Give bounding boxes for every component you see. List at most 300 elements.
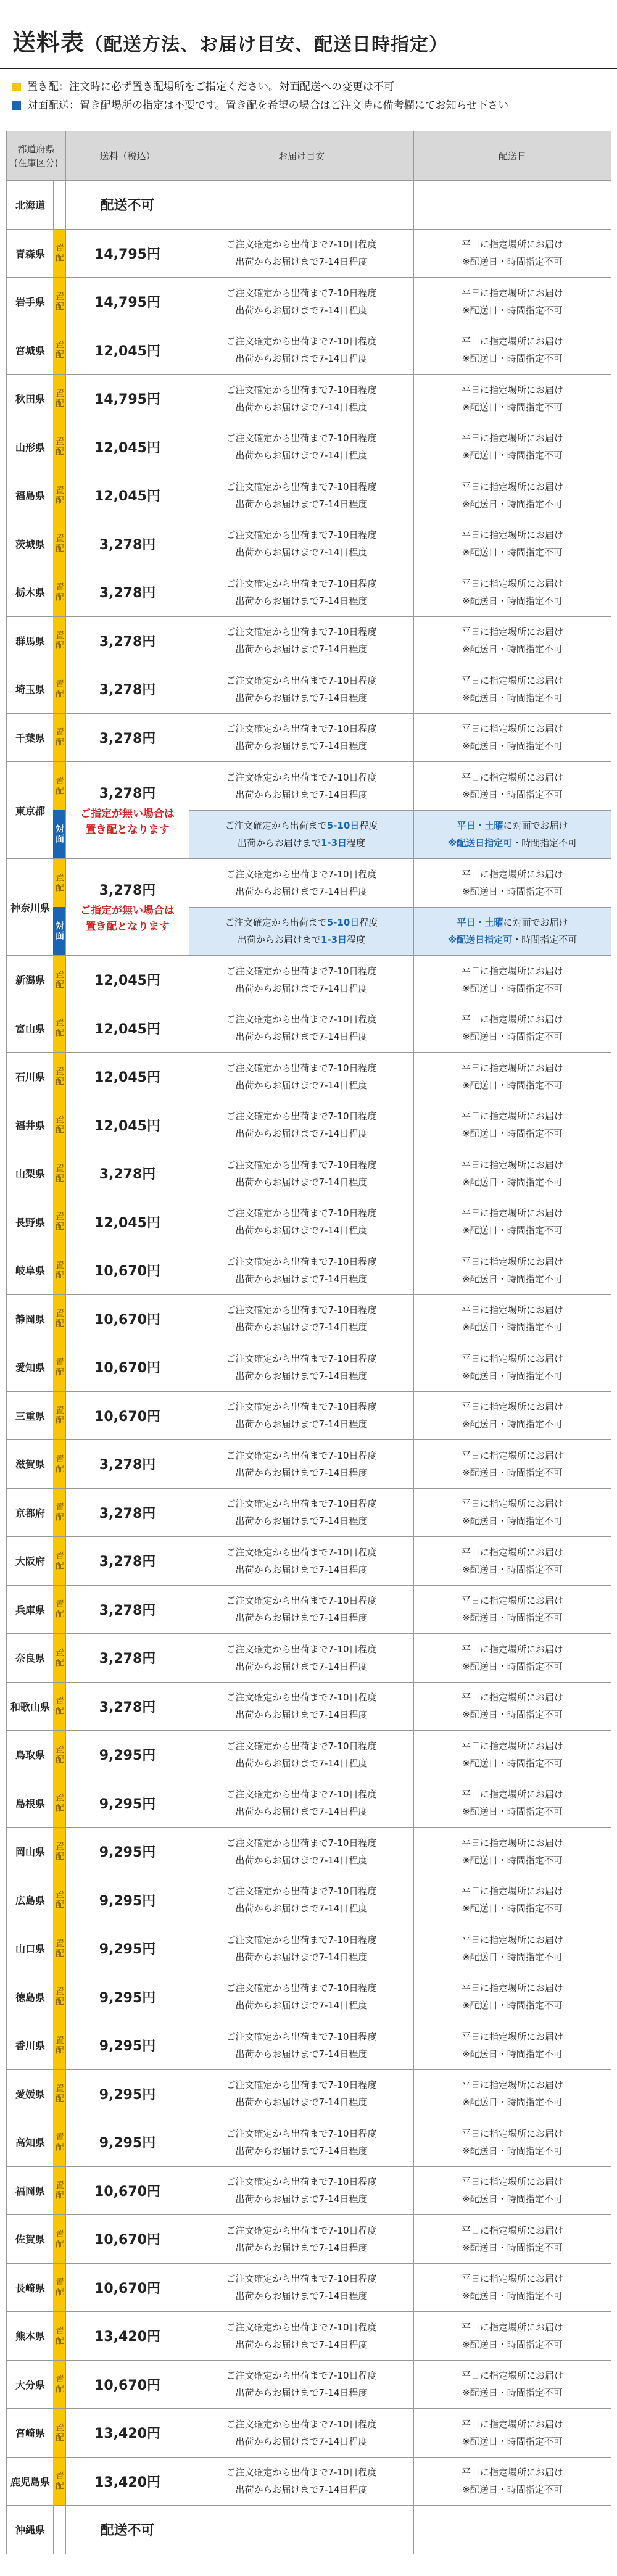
estimate-cell	[189, 520, 414, 568]
header-estimate: お届け目安	[189, 131, 414, 181]
delivery-date-line: ※配送日・時間指定不可	[462, 1418, 563, 1430]
shipping-fee-cell	[66, 1779, 189, 1828]
shipping-fee-value: 3,278円	[99, 731, 156, 747]
delivery-date-cell	[414, 2312, 611, 2361]
prefecture-cell	[7, 2215, 66, 2264]
delivery-date-line: ※配送日・時間指定不可	[462, 2338, 563, 2350]
prefecture-cell	[7, 2263, 66, 2312]
delivery-date-line: 平日に指定場所にお届け	[461, 965, 563, 977]
delivery-date-line: 平日に指定場所にお届け	[461, 2273, 563, 2285]
estimate-cell	[189, 471, 414, 520]
prefecture-cell	[7, 1973, 66, 2021]
shipping-fee-cell	[66, 2506, 189, 2554]
estimate-line: ご注文確定から出荷まで7-10日程度	[226, 965, 377, 977]
oki-badge: 置配	[53, 375, 65, 423]
prefecture-cell	[7, 1488, 66, 1537]
oki-badge: 置配	[53, 2215, 65, 2263]
table-row	[7, 2360, 611, 2409]
shipping-fee-value: 10,670円	[94, 1360, 160, 1377]
estimate-cell	[189, 1731, 414, 1779]
table-row	[7, 665, 611, 714]
delivery-type-badges	[53, 2506, 65, 2554]
delivery-date-line: 平日に指定場所にお届け	[461, 2079, 563, 2091]
delivery-date-cell	[414, 1876, 611, 1924]
taimen-badge: 対面	[53, 907, 65, 955]
shipping-fee-value: 3,278円	[99, 537, 156, 553]
oki-badge: 置配	[53, 471, 65, 520]
delivery-date-line: ※配送日・時間指定不可	[462, 1806, 563, 1818]
table-row	[7, 1682, 611, 1731]
estimate-cell	[189, 2263, 414, 2312]
delivery-date-line: 平日に指定場所にお届け	[461, 674, 563, 686]
estimate-line: 出荷からお届けまで7-14日程度	[235, 1854, 368, 1866]
estimate-line: ご注文確定から出荷まで7-10日程度	[226, 1014, 377, 1025]
delivery-date-line: 平日に指定場所にお届け	[461, 384, 563, 396]
delivery-date-line: ※配送日・時間指定不可	[462, 740, 563, 752]
delivery-date-line: ※配送日・時間指定不可	[462, 1757, 563, 1769]
delivery-date-line: 平日に指定場所にお届け	[461, 1595, 563, 1607]
estimate-line: 出荷からお届けまで7-14日程度	[235, 2242, 368, 2253]
estimate-cell	[189, 1876, 414, 1924]
table-row	[7, 1149, 611, 1198]
delivery-type-badges	[53, 2118, 65, 2166]
delivery-type-badges	[53, 1392, 65, 1440]
delivery-date-cell	[414, 2360, 611, 2409]
delivery-type-badges	[53, 2409, 65, 2457]
estimate-line: ご注文確定から出荷まで7-10日程度	[226, 1207, 377, 1219]
estimate-line: ご注文確定から出荷まで7-10日程度	[226, 2224, 377, 2236]
estimate-line: 出荷からお届けまで7-14日程度	[235, 595, 368, 607]
estimate-line: 出荷からお届けまで7-14日程度	[235, 1563, 368, 1575]
delivery-type-badges	[53, 423, 65, 471]
legend-note-oki	[12, 78, 605, 96]
table-row	[7, 2166, 611, 2215]
estimate-cell	[189, 326, 414, 375]
delivery-type-badges	[53, 714, 65, 762]
table-row	[7, 1828, 611, 1876]
delivery-date-line: ※配送日・時間指定不可	[462, 1322, 563, 1333]
page-title-sub: （配送方法、お届け目安、配送日時指定）	[85, 34, 449, 56]
delivery-date-line: 平日に指定場所にお届け	[461, 1159, 563, 1170]
estimate-line: ご注文確定から出荷まで7-10日程度	[226, 239, 377, 251]
estimate-line: 出荷からお届けまで7-14日程度	[235, 1806, 368, 1818]
delivery-type-badges	[53, 375, 65, 423]
estimate-line: ご注文確定から出荷まで7-10日程度	[226, 1256, 377, 1267]
shipping-fee-value: 13,420円	[94, 2474, 160, 2490]
table-row	[7, 471, 611, 520]
oki-badge: 置配	[53, 1634, 65, 1682]
delivery-date-line: 平日に指定場所にお届け	[461, 1304, 563, 1316]
prefecture-cell	[7, 1246, 66, 1295]
delivery-date-line: ※配送日・時間指定不可	[462, 1225, 563, 1236]
shipping-fee-cell	[66, 229, 189, 278]
estimate-cell	[189, 2118, 414, 2167]
estimate-line: 出荷からお届けまで7-14日程度	[235, 982, 368, 994]
prefecture-cell	[7, 1585, 66, 1634]
estimate-line: 出荷からお届けまで7-14日程度	[235, 2145, 368, 2156]
estimate-line: ご注文確定から出荷まで7-10日程度	[226, 2079, 377, 2091]
estimate-line: 出荷からお届けまで7-14日程度	[235, 353, 368, 365]
estimate-line: 出荷からお届けまで7-14日程度	[235, 2193, 368, 2205]
delivery-type-badges	[53, 2070, 65, 2118]
prefecture-name: 香川県	[15, 2040, 45, 2052]
delivery-date-line: 平日に指定場所にお届け	[461, 2321, 563, 2333]
prefecture-name: 兵庫県	[15, 1604, 45, 1616]
delivery-date-line: ※配送日・時間指定不可	[462, 1273, 563, 1285]
shipping-fee-value: 3,278円	[99, 1602, 156, 1618]
shipping-fee-value: 3,278円	[99, 1554, 156, 1570]
delivery-date-line: ※配送日・時間指定不可	[462, 982, 563, 994]
delivery-date-cell	[414, 2166, 611, 2215]
delivery-date-line: ※配送日・時間指定不可	[462, 498, 563, 510]
oki-badge: 置配	[53, 714, 65, 762]
prefecture-name: 北海道	[15, 199, 45, 212]
prefecture-name: 大分県	[15, 2379, 45, 2391]
delivery-date-cell	[414, 1004, 611, 1053]
delivery-date-cell	[414, 375, 611, 423]
delivery-type-badges	[53, 1440, 65, 1488]
table-row	[7, 1391, 611, 1440]
delivery-date-line: ※配送日・時間指定不可	[462, 1903, 563, 1915]
prefecture-cell	[7, 375, 66, 423]
prefecture-name: 青森県	[15, 247, 45, 260]
estimate-line: ご注文確定から出荷まで7-10日程度	[226, 1837, 377, 1849]
delivery-date-line: 平日に指定場所にお届け	[461, 2176, 563, 2188]
prefecture-name: 神奈川県	[10, 901, 50, 914]
estimate-line: ご注文確定から出荷まで7-10日程度	[226, 1159, 377, 1170]
shipping-fee-cell	[66, 375, 189, 423]
delivery-type-badges	[53, 1053, 65, 1101]
shipping-fee-cell	[66, 1391, 189, 1440]
oki-badge: 置配	[53, 278, 65, 326]
delivery-date-line: ※配送日・時間指定不可	[462, 1176, 563, 1188]
estimate-cell	[189, 2506, 414, 2554]
estimate-line: ご注文確定から出荷まで7-10日程度	[226, 1643, 377, 1655]
estimate-line: 出荷からお届けまで7-14日程度	[235, 1079, 368, 1091]
prefecture-cell	[7, 1294, 66, 1343]
shipping-rate-table	[6, 131, 611, 2554]
legend-note-oki-text: 置き配：注文時に必ず置き配場所をご指定ください。対面配送への変更は不可	[27, 81, 394, 93]
shipping-fee-cell	[66, 568, 189, 617]
shipping-fee-cell	[66, 1198, 189, 1246]
shipping-fee-cell	[66, 1924, 189, 1973]
delivery-type-badges	[53, 1924, 65, 1973]
shipping-fee-value: 9,295円	[99, 1990, 156, 2006]
delivery-date-text: に対面でお届け	[503, 820, 568, 832]
estimate-line: 出荷からお届けまで7-14日程度	[235, 1612, 368, 1624]
estimate-line: ご注文確定から出荷まで7-10日程度	[226, 578, 377, 589]
prefecture-name: 徳島県	[15, 1991, 45, 2003]
delivery-date-line: 平日に指定場所にお届け	[461, 1207, 563, 1219]
prefecture-name: 福島県	[15, 490, 45, 502]
estimate-cell	[189, 375, 414, 423]
estimate-line: ご注文確定から出荷まで7-10日程度	[226, 1062, 377, 1074]
estimate-cell	[189, 2069, 414, 2118]
estimate-line: 出荷からお届けまで7-14日程度	[235, 692, 368, 703]
prefecture-cell	[7, 2409, 66, 2458]
oki-badge: 置配	[53, 1343, 65, 1391]
delivery-date-highlight: ※配送日指定可	[447, 837, 513, 849]
prefecture-name: 山梨県	[15, 1168, 45, 1180]
shipping-fee-cell	[66, 1634, 189, 1683]
delivery-date-line: 平日に指定場所にお届け	[461, 529, 563, 541]
estimate-cell	[189, 665, 414, 714]
estimate-line: 出荷からお届けまで7-14日程度	[235, 740, 368, 752]
delivery-date-line: ※配送日・時間指定不可	[462, 2097, 563, 2108]
delivery-type-badges	[53, 1828, 65, 1876]
delivery-date-cell	[414, 2457, 611, 2506]
estimate-line: ご注文確定から出荷まで7-10日程度	[226, 1304, 377, 1316]
estimate-highlight: 1-3日	[320, 837, 347, 849]
shipping-fee-value: 12,045円	[94, 489, 160, 505]
estimate-line: ご注文確定から出荷まで7-10日程度	[226, 2418, 377, 2430]
estimate-line: ご注文確定から出荷まで7-10日程度	[226, 1692, 377, 1704]
oki-badge: 置配	[53, 230, 65, 278]
oki-badge: 置配	[53, 423, 65, 471]
delivery-date-line: 平日に指定場所にお届け	[461, 723, 563, 735]
prefecture-cell	[7, 1004, 66, 1053]
estimate-line: ご注文確定から出荷まで7-10日程度	[226, 1740, 377, 1752]
prefecture-cell	[7, 1731, 66, 1779]
estimate-line: ご注文確定から出荷まで7-10日程度	[226, 868, 377, 880]
estimate-line: ご注文確定から出荷まで7-10日程度	[226, 529, 377, 541]
delivery-date-line: 平日に指定場所にお届け	[461, 1546, 563, 1558]
shipping-fee-value: 12,045円	[94, 1021, 160, 1037]
yellow-square-icon	[12, 83, 21, 91]
oki-badge: 置配	[53, 2458, 65, 2506]
table-row	[7, 1924, 611, 1973]
estimate-line: 出荷からお届けまで7-14日程度	[235, 498, 368, 510]
estimate-text: 程度	[347, 837, 366, 849]
estimate-line: ご注文確定から出荷まで7-10日程度	[226, 1789, 377, 1800]
estimate-cell	[189, 1198, 414, 1246]
delivery-type-badges	[53, 1537, 65, 1585]
estimate-line: ご注文確定から出荷まで7-10日程度	[226, 723, 377, 735]
estimate-text: ご注文確定から出荷まで	[225, 820, 327, 832]
delivery-type-badges	[53, 1731, 65, 1779]
delivery-date-cell	[414, 956, 611, 1004]
prefecture-cell	[7, 471, 66, 520]
shipping-fee-value: 9,295円	[99, 2135, 156, 2151]
delivery-date-cell	[414, 1973, 611, 2021]
delivery-date-line: ※配送日・時間指定不可	[462, 1079, 563, 1091]
prefecture-name: 岐阜県	[15, 1265, 45, 1277]
shipping-fee-value: 9,295円	[99, 1796, 156, 1812]
prefecture-name: 栃木県	[15, 587, 45, 599]
shipping-fee-value: 10,670円	[94, 1264, 160, 1280]
page-title-main: 送料表	[12, 29, 85, 56]
delivery-date-cell	[414, 181, 611, 230]
table-row	[7, 1779, 611, 1828]
shipping-fee-value: 10,670円	[94, 2232, 160, 2248]
oki-badge: 置配	[53, 1586, 65, 1634]
table-row	[7, 568, 611, 617]
delivery-date-cell	[414, 423, 611, 471]
prefecture-name: 大阪府	[15, 1555, 45, 1568]
shipping-fee-cell	[66, 1682, 189, 1731]
delivery-date-highlight: 平日・土曜	[457, 917, 503, 929]
prefecture-name: 熊本県	[15, 2330, 45, 2343]
prefecture-name: 静岡県	[15, 1313, 45, 1325]
estimate-line: 出荷からお届けまで7-14日程度	[235, 1225, 368, 1236]
table-row	[7, 2506, 611, 2554]
shipping-fee-value: 12,045円	[94, 343, 160, 359]
estimate-cell	[189, 1537, 414, 1586]
delivery-date-cell	[414, 278, 611, 326]
delivery-date-cell-taimen	[414, 810, 611, 859]
oki-badge: 置配	[53, 1392, 65, 1440]
estimate-cell	[189, 1149, 414, 1198]
delivery-date-line: ※配送日・時間指定不可	[462, 2435, 563, 2447]
table-row	[7, 762, 611, 811]
estimate-line: ご注文確定から出荷まで7-10日程度	[226, 626, 377, 638]
estimate-line: ご注文確定から出荷まで7-10日程度	[226, 2321, 377, 2333]
prefecture-cell	[7, 1198, 66, 1246]
delivery-date-cell	[414, 2118, 611, 2167]
delivery-date-line: ※配送日・時間指定不可	[462, 1563, 563, 1575]
estimate-cell	[189, 2409, 414, 2458]
prefecture-cell	[7, 2118, 66, 2167]
delivery-date-text: に対面でお届け	[503, 917, 568, 929]
delivery-date-cell	[414, 2215, 611, 2264]
prefecture-name: 愛媛県	[15, 2088, 45, 2100]
delivery-type-badges	[53, 2361, 65, 2409]
delivery-type-badges	[53, 278, 65, 326]
shipping-fee-value: 13,420円	[94, 2426, 160, 2442]
table-row	[7, 1876, 611, 1924]
prefecture-name: 長崎県	[15, 2282, 45, 2294]
estimate-line: 出荷からお届けまで7-14日程度	[235, 2338, 368, 2350]
delivery-date-line: 平日に指定場所にお届け	[461, 239, 563, 251]
delivery-date-line: ※配送日・時間指定不可	[462, 692, 563, 703]
shipping-fee-value: 配送不可	[100, 198, 155, 214]
estimate-highlight: 1-3日	[320, 934, 347, 946]
oki-badge: 置配	[53, 2312, 65, 2360]
delivery-type-badges	[53, 2167, 65, 2215]
shipping-fee-cell	[66, 2118, 189, 2167]
estimate-line: 出荷からお届けまで7-14日程度	[235, 1176, 368, 1188]
prefecture-name: 愛知県	[15, 1362, 45, 1374]
estimate-line: 出荷からお届けまで7-14日程度	[235, 401, 368, 413]
estimate-cell	[189, 1634, 414, 1683]
delivery-type-badges	[53, 1101, 65, 1149]
prefecture-cell	[7, 616, 66, 665]
prefecture-name: 富山県	[15, 1022, 45, 1035]
estimate-line: ご注文確定から出荷まで7-10日程度	[226, 384, 377, 396]
shipping-fee-cell	[66, 278, 189, 326]
delivery-date-line: ※配送日・時間指定不可	[462, 885, 563, 897]
oki-badge: 置配	[53, 2167, 65, 2215]
delivery-date-cell	[414, 1488, 611, 1537]
shipping-fee-value: 9,295円	[99, 1942, 156, 1958]
estimate-cell	[189, 1924, 414, 1973]
estimate-cell	[189, 2215, 414, 2264]
estimate-line: ご注文確定から出荷まで7-10日程度	[226, 287, 377, 299]
shipping-fee-cell	[66, 616, 189, 665]
estimate-line: ご注文確定から出荷まで7-10日程度	[226, 1546, 377, 1558]
oki-badge: 置配	[53, 1973, 65, 2021]
delivery-type-badges	[53, 230, 65, 278]
estimate-cell	[189, 1294, 414, 1343]
blue-square-icon	[12, 101, 21, 110]
oki-badge: 置配	[53, 1828, 65, 1876]
estimate-line: ご注文確定から出荷まで7-10日程度	[226, 2467, 377, 2479]
estimate-line: 出荷からお届けまで7-14日程度	[235, 547, 368, 558]
delivery-date-line: ※配送日・時間指定不可	[462, 2387, 563, 2399]
shipping-fee-cell	[66, 471, 189, 520]
delivery-date-cell	[414, 1343, 611, 1392]
delivery-date-cell	[414, 1149, 611, 1198]
shipping-fee-cell	[66, 1294, 189, 1343]
table-row	[7, 1634, 611, 1683]
prefecture-name: 東京都	[15, 805, 45, 817]
oki-badge: 置配	[53, 1198, 65, 1246]
estimate-cell	[189, 616, 414, 665]
table-row	[7, 375, 611, 423]
estimate-cell	[189, 423, 414, 471]
prefecture-cell	[7, 665, 66, 714]
delivery-type-badges	[53, 1634, 65, 1682]
estimate-cell	[189, 713, 414, 762]
shipping-fee-value: 10,670円	[94, 1312, 160, 1328]
delivery-date-line: 平日に指定場所にお届け	[461, 1934, 563, 1945]
estimate-line: ご注文確定から出荷まで7-10日程度	[226, 2273, 377, 2285]
delivery-date-line: ※配送日・時間指定不可	[462, 2145, 563, 2156]
prefecture-cell	[7, 1537, 66, 1586]
delivery-date-line: ※配送日・時間指定不可	[462, 2048, 563, 2060]
estimate-cell	[189, 1101, 414, 1149]
delivery-date-cell	[414, 2263, 611, 2312]
oki-badge: 置配	[53, 1004, 65, 1053]
estimate-line: 出荷からお届けまで7-14日程度	[235, 2435, 368, 2447]
delivery-date-cell	[414, 1246, 611, 1295]
prefecture-name: 宮崎県	[15, 2427, 45, 2440]
delivery-date-line: ※配送日・時間指定不可	[462, 450, 563, 462]
shipping-fee-cell	[66, 326, 189, 375]
delivery-date-line: 平日に指定場所にお届け	[461, 1789, 563, 1800]
estimate-line: 出荷からお届けまで7-14日程度	[235, 2097, 368, 2108]
delivery-type-badges	[53, 1876, 65, 1924]
prefecture-name: 群馬県	[15, 635, 45, 647]
table-row	[7, 1294, 611, 1343]
oki-badge: 置配	[53, 1295, 65, 1343]
delivery-date-cell	[414, 1101, 611, 1149]
prefecture-cell	[7, 568, 66, 617]
delivery-date-line: 平日に指定場所にお届け	[461, 2127, 563, 2139]
shipping-fee-value: 3,278円	[99, 682, 156, 698]
prefecture-cell	[7, 2312, 66, 2361]
table-row	[7, 713, 611, 762]
shipping-fee-value: 12,045円	[94, 1070, 160, 1086]
estimate-text: 出荷からお届けまで	[237, 934, 321, 946]
estimate-line: 出荷からお届けまで7-14日程度	[235, 1951, 368, 1963]
estimate-cell	[189, 956, 414, 1004]
estimate-line: 出荷からお届けまで7-14日程度	[235, 1515, 368, 1527]
shipping-fee-cell	[66, 713, 189, 762]
oki-badge: 置配	[53, 1924, 65, 1973]
delivery-date-line: 平日に指定場所にお届け	[461, 2370, 563, 2382]
shipping-fee-cell	[66, 2069, 189, 2118]
delivery-date-cell	[414, 229, 611, 278]
prefecture-cell	[7, 2360, 66, 2409]
header-fee: 送料（税込）	[66, 131, 189, 181]
prefecture-cell	[7, 713, 66, 762]
delivery-date-line: ※配送日・時間指定不可	[462, 353, 563, 365]
table-row	[7, 1488, 611, 1537]
delivery-type-badges	[53, 859, 65, 955]
delivery-date-line: 平日に指定場所にお届け	[461, 2031, 563, 2042]
delivery-type-badges	[53, 762, 65, 858]
